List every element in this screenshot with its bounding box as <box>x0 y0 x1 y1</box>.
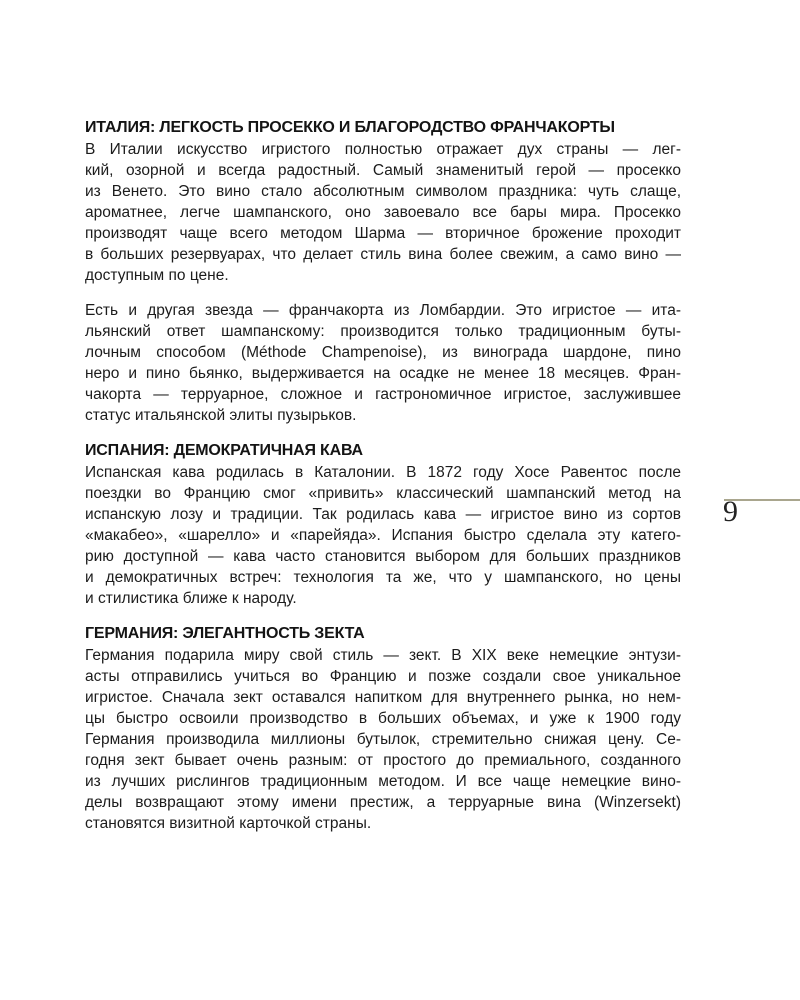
text-line: поездки во Францию смог «привить» классический шампанский метод на <box>85 485 681 502</box>
section-heading-spain: ИСПАНИЯ: ДЕМОКРАТИЧНАЯ КАВА <box>85 442 363 459</box>
page-number: 9 <box>723 495 738 528</box>
text-line: из Венето. Это вино стало абсолютным символом праздника: чуть слаще, <box>85 183 681 200</box>
text-line: Германия производила миллионы бутылок, стремительно снижая цену. Се- <box>85 731 681 748</box>
text-line: чакорта — терруарное, сложное и гастрономичное игристое, заслужившее <box>85 386 681 403</box>
section-heading-germany: ГЕРМАНИЯ: ЭЛЕГАНТНОСТЬ ЗЕКТА <box>85 625 365 642</box>
section-italy <box>85 117 681 426</box>
text-line: и стилистика ближе к народу. <box>85 590 297 607</box>
text-line: рию доступной — кава часто становится выбором для больших праздников <box>85 548 681 565</box>
text-line: неро и пино бьянко, выдерживается на осадке не менее 18 месяцев. Фран- <box>85 365 681 382</box>
paragraph <box>85 645 681 834</box>
text-line: доступным по цене. <box>85 267 229 284</box>
paragraph <box>85 462 681 609</box>
text-line: в больших резервуарах, что делает стиль вина более свежим, а само вино — <box>85 246 681 263</box>
text-line: кий, озорной и всегда радостный. Самый знаменитый герой — просекко <box>85 162 681 179</box>
paragraph <box>85 300 681 426</box>
text-line: цы быстро освоили производство в больших объемах, и уже к 1900 году <box>85 710 681 727</box>
text-line: лочным способом (Méthode Champenoise), из винограда шардоне, пино <box>85 344 681 361</box>
article <box>85 117 681 848</box>
text-line: делы возвращают этому имени престиж, а терруарные вина (Winzersekt) <box>85 794 681 811</box>
section-spain <box>85 440 681 609</box>
text-line: производят чаще всего методом Шарма — вторичное брожение проходит <box>85 225 681 242</box>
section-heading-italy: ИТАЛИЯ: ЛЕГКОСТЬ ПРОСЕККО И БЛАГОРОДСТВО ФРАНЧАКОРТЫ <box>85 119 615 136</box>
text-line: В Италии искусство игристого полностью отражает дух страны — лег- <box>85 141 681 158</box>
text-line: испанскую лозу и традиции. Так родилась кава — игристое вино из сортов <box>85 506 681 523</box>
text-line: Германия подарила миру свой стиль — зект. В XIX веке немецкие энтузи- <box>85 647 681 664</box>
text-line: годня зект бывает очень разным: от простого до премиального, созданного <box>85 752 681 769</box>
text-line: асты отправились учиться во Францию и позже создали свое уникальное <box>85 668 681 685</box>
text-line: «макабео», «шарелло» и «парейяда». Испания быстро сделала эту катего- <box>85 527 681 544</box>
text-line: Испанская кава родилась в Каталонии. В 1872 году Хосе Равентос после <box>85 464 681 481</box>
text-line: льянский ответ шампанскому: производится только традиционным буты- <box>85 323 681 340</box>
text-line: игристое. Сначала зект оставался напитком для внутреннего рынка, но нем- <box>85 689 681 706</box>
text-line: становятся визитной карточкой страны. <box>85 815 372 832</box>
text-line: ароматнее, легче шампанского, оно завоевало все бары мира. Просекко <box>85 204 681 221</box>
paragraph <box>85 139 681 286</box>
text-line: статус итальянской элиты пузырьков. <box>85 407 357 424</box>
text-line: и демократичных встреч: технология та же, что у шампанского, но цены <box>85 569 681 586</box>
text-line: Есть и другая звезда — франчакорта из Ломбардии. Это игристое — ита- <box>85 302 681 319</box>
text-line: из лучших рислингов традиционным методом. И все чаще немецкие вино- <box>85 773 681 790</box>
section-germany <box>85 623 681 834</box>
